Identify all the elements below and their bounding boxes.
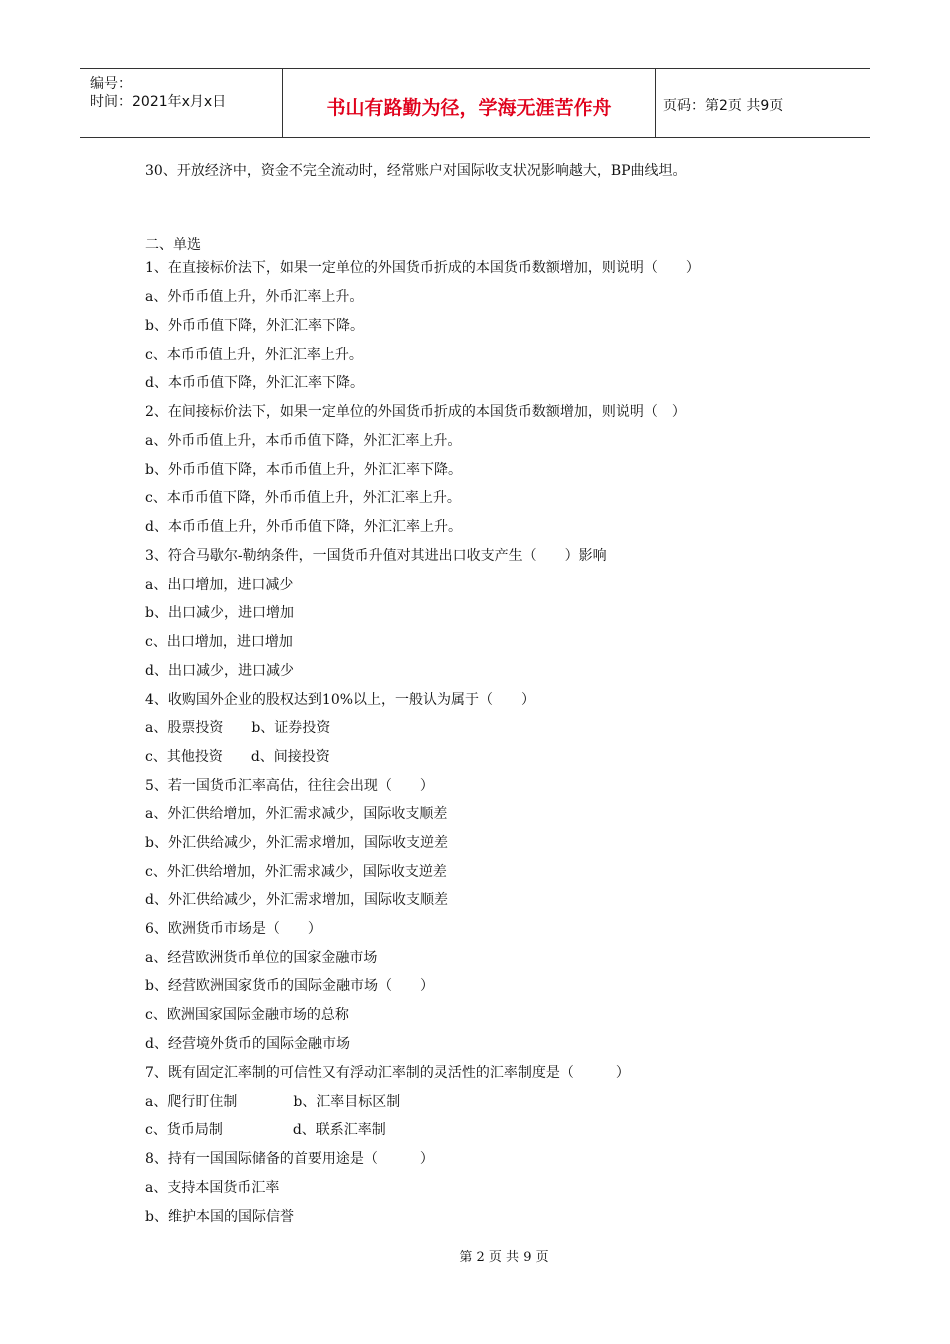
header-meta — [80, 69, 282, 137]
q2-option-d: d、本币币值上升，外币币值下降，外汇汇率上升。 — [145, 519, 462, 535]
header-page-cell — [655, 69, 870, 137]
question-6: 6、欧洲货币市场是（ ） — [145, 921, 322, 937]
q3-option-d: d、出口减少，进口减少 — [145, 663, 294, 679]
q6-option-d: d、经营境外货币的国际金融市场 — [145, 1036, 350, 1052]
q6-option-c: c、欧洲国家国际金融市场的总称 — [145, 1007, 349, 1023]
question-4: 4、收购国外企业的股权达到10%以上，一般认为属于（ ） — [145, 692, 536, 708]
q1-option-a: a、外币币值上升，外币汇率上升。 — [145, 289, 364, 305]
q1-option-c: c、本币币值上升，外汇汇率上升。 — [145, 347, 363, 363]
page-footer — [0, 1246, 950, 1265]
q5-option-a: a、外汇供给增加，外汇需求减少，国际收支顺差 — [145, 806, 448, 822]
number-label: 编号： — [90, 76, 132, 92]
header-motto-cell — [282, 69, 656, 137]
page-info: 页码：第2页 共9页 — [663, 98, 784, 114]
footer-page-number: 第 2 页 共 9 页 — [459, 1250, 549, 1265]
q4-options-ab: a、股票投资 b、证券投资 — [145, 720, 331, 736]
section-heading: 二、单选 — [145, 237, 201, 253]
q3-option-c: c、出口增加，进口增加 — [145, 634, 293, 650]
q6-option-b: b、经营欧洲国家货币的国际金融市场（ ） — [145, 978, 434, 994]
q2-option-a: a、外币币值上升，本币币值下降，外汇汇率上升。 — [145, 433, 462, 449]
question-30-text: 30、开放经济中，资金不完全流动时，经常账户对国际收支状况影响越大，BP曲线坦。 — [145, 163, 687, 179]
q7-options-ab: a、爬行盯住制 b、汇率目标区制 — [145, 1094, 401, 1110]
time-label: 时间：2021年x月x日 — [90, 94, 227, 110]
question-3: 3、符合马歇尔-勒纳条件，一国货币升值对其进出口收支产生（ ）影响 — [145, 548, 607, 564]
q2-option-b: b、外币币值下降，本币币值上升，外汇汇率下降。 — [145, 462, 462, 478]
question-8: 8、持有一国国际储备的首要用途是（ ） — [145, 1151, 434, 1167]
q1-option-d: d、本币币值下降，外汇汇率下降。 — [145, 375, 364, 391]
page-header — [80, 68, 870, 138]
q8-option-b: b、维护本国的国际信誉 — [145, 1209, 294, 1225]
q1-option-b: b、外币币值下降，外汇汇率下降。 — [145, 318, 364, 334]
q4-options-cd: c、其他投资 d、间接投资 — [145, 749, 330, 765]
question-2: 2、在间接标价法下，如果一定单位的外国货币折成的本国货币数额增加，则说明（ ） — [145, 404, 686, 420]
q5-option-b: b、外汇供给减少，外汇需求增加，国际收支逆差 — [145, 835, 448, 851]
q3-option-a: a、出口增加，进口减少 — [145, 577, 294, 593]
motto-text: 书山有路勤为径，学海无涯苦作舟 — [326, 97, 612, 119]
q7-options-cd: c、货币局制 d、联系汇率制 — [145, 1122, 386, 1138]
q2-option-c: c、本币币值下降，外币币值上升，外汇汇率上升。 — [145, 490, 461, 506]
question-1: 1、在直接标价法下，如果一定单位的外国货币折成的本国货币数额增加，则说明（ ） — [145, 260, 700, 276]
q3-option-b: b、出口减少，进口增加 — [145, 605, 294, 621]
question-5: 5、若一国货币汇率高估，往往会出现（ ） — [145, 778, 434, 794]
q5-option-c: c、外汇供给增加，外汇需求减少，国际收支逆差 — [145, 864, 447, 880]
q5-option-d: d、外汇供给减少，外汇需求增加，国际收支顺差 — [145, 892, 448, 908]
q6-option-a: a、经营欧洲货币单位的国家金融市场 — [145, 950, 378, 966]
question-7: 7、既有固定汇率制的可信性又有浮动汇率制的灵活性的汇率制度是（ ） — [145, 1065, 630, 1081]
q8-option-a: a、支持本国货币汇率 — [145, 1180, 280, 1196]
